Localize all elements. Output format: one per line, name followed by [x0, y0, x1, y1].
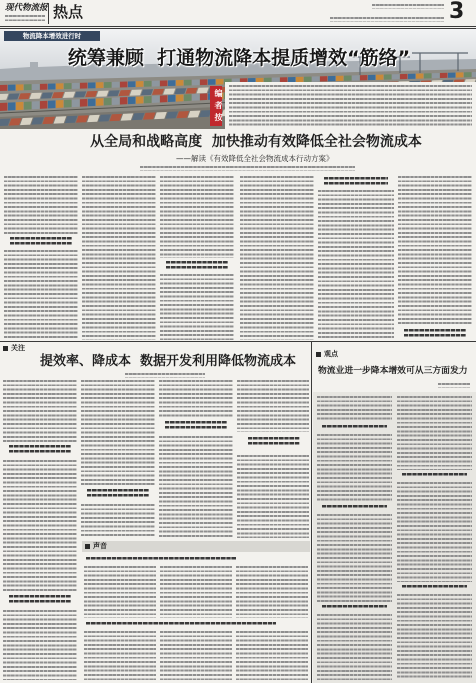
section-title: 热点 [53, 3, 84, 21]
lead-subtitle: ——解读《有效降低全社会物流成本行动方案》 [176, 154, 334, 163]
tag-marker-icon [316, 352, 321, 357]
editor-note-label: 编者按 [210, 86, 222, 126]
focus-tag-label: 关注 [11, 344, 25, 352]
subhead-lines [402, 585, 467, 588]
opinion-body-box [313, 392, 476, 683]
subhead-lines [324, 177, 388, 187]
body-text-lines [318, 190, 394, 340]
subhead-lines [322, 505, 387, 508]
body-text-lines [317, 614, 392, 680]
opinion-tag-label: 观点 [324, 350, 338, 358]
body-text-lines [160, 566, 232, 618]
opinion-tag [316, 350, 338, 359]
opinion-headline: 物流业进一步降本增效可从三方面发力 [318, 366, 468, 376]
subhead-lines [86, 622, 276, 625]
opinion-byline [438, 383, 470, 388]
body-text-lines [397, 482, 472, 582]
body-text-lines [317, 396, 392, 422]
subhead-lines [322, 425, 387, 428]
body-text-lines [236, 566, 308, 618]
subhead-lines [322, 605, 387, 608]
focus-headline: 提效率、降成本 数据开发利用降低物流成本 [40, 354, 297, 369]
subhead-lines [402, 473, 467, 476]
series-label: 物流降本增效进行时 [4, 31, 100, 41]
subhead-lines [404, 329, 466, 339]
body-text-lines [236, 631, 308, 681]
body-text-lines [397, 594, 472, 680]
page-number: 3 [449, 0, 465, 24]
body-text-lines [397, 396, 472, 470]
banner-headline: 统筹兼顾 打通物流降本提质增效“筋络” [67, 47, 411, 69]
subhead-lines [86, 557, 236, 560]
lead-headline: 从全局和战略高度 加快推动有效降低全社会物流成本 [90, 134, 422, 150]
body-text-lines [160, 631, 232, 681]
body-text-lines [317, 514, 392, 602]
newspaper-logo: 现代物流报 [5, 3, 48, 13]
column-divider [311, 342, 312, 683]
body-text-lines [398, 176, 472, 326]
body-text-lines [84, 631, 156, 681]
body-text-lines [84, 566, 156, 618]
body-text-lines [317, 434, 392, 502]
voices-tag-label: 声音 [93, 542, 107, 550]
